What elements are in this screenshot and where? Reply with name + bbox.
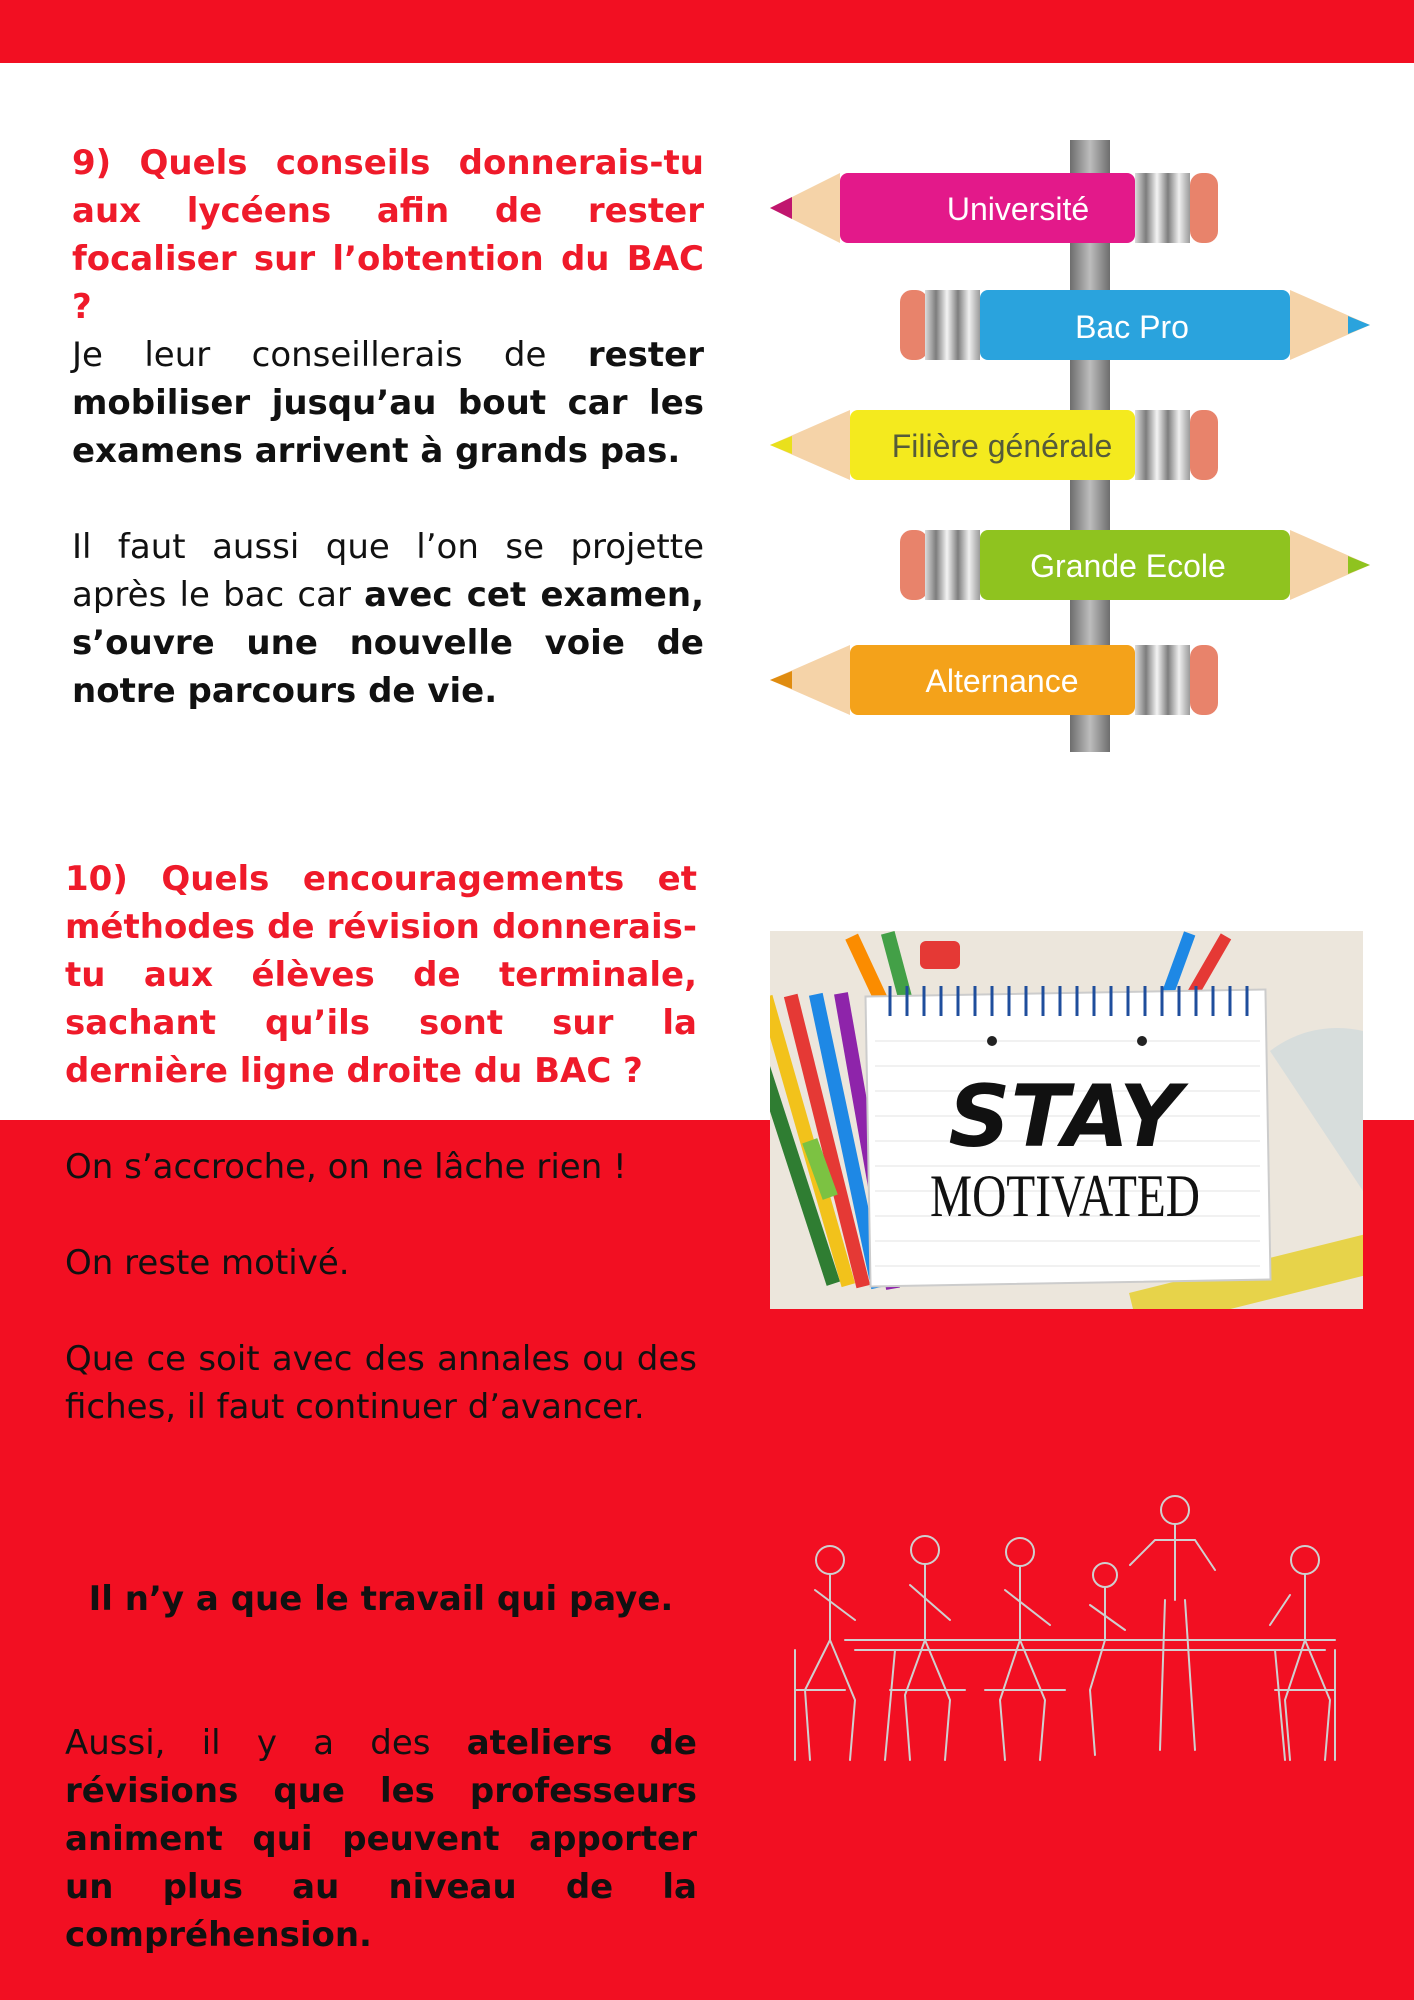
sign-grande-ecole <box>900 530 1370 600</box>
question-10-answer-paragraph-4 <box>65 1719 697 1959</box>
answer-emphasis: rester mobiliser jusqu’au bout car les examens arrivent à grands pas. <box>72 335 704 471</box>
sign-label: Université <box>946 191 1090 227</box>
notebook-pencils-icon <box>770 931 1363 1309</box>
answer-text: Aussi, il y a des <box>65 1723 467 1763</box>
motivated-text: MOTIVATED <box>930 1163 1200 1229</box>
stay-motivated-photo <box>770 931 1363 1309</box>
sign-label: Alternance <box>925 663 1079 699</box>
meeting-sketch-illustration <box>775 1490 1360 1765</box>
sign-label: Grande Ecole <box>1030 548 1226 584</box>
answer-emphasis: ateliers de révisions que les professeurs animent qui peuvent apporter un plus au niveau de la compréhension. <box>65 1723 697 1955</box>
top-banner <box>0 0 1414 63</box>
answer-text: Je leur conseillerais de <box>72 335 588 375</box>
question-10-answer-paragraph-3: Que ce soit avec des annales ou des fiches, il faut continuer d’avancer. <box>65 1339 697 1427</box>
question-9-answer-paragraph-1 <box>72 331 704 475</box>
sign-label: Bac Pro <box>1075 309 1189 345</box>
signpost-pencils-illustration <box>770 140 1380 752</box>
question-10-answer-paragraph-2: On reste motivé. <box>65 1243 350 1283</box>
answer-emphasis: avec cet examen, s’ouvre une nouvelle voie de notre parcours de vie. <box>72 575 704 711</box>
sign-label: Filière générale <box>891 428 1113 464</box>
sign-filiere-generale <box>770 410 1218 480</box>
question-9-answer-paragraph-2 <box>72 523 704 715</box>
question-10-answer-paragraph-1: On s’accroche, on ne lâche rien ! <box>65 1147 627 1187</box>
signpost-pencils-icon <box>770 140 1380 752</box>
meeting-sketch-icon <box>775 1490 1360 1765</box>
stay-text: STAY <box>948 1067 1182 1167</box>
sign-alternance <box>770 645 1218 715</box>
sign-universite <box>770 173 1218 243</box>
question-10-heading: 10) Quels encouragements et méthodes de révision donnerais-tu aux élèves de terminale, sachant qu’ils sont sur la dernière ligne droite du BAC ? <box>65 859 697 1091</box>
sign-bac-pro <box>900 290 1370 360</box>
question-10-highlight: Il n’y a que le travail qui paye. <box>88 1579 674 1619</box>
answer-text: Il faut aussi que l’on se projette après le bac car <box>72 527 704 615</box>
question-9-heading: 9) Quels conseils donnerais-tu aux lycéens afin de rester focaliser sur l’obtention du BAC ? <box>72 143 704 327</box>
